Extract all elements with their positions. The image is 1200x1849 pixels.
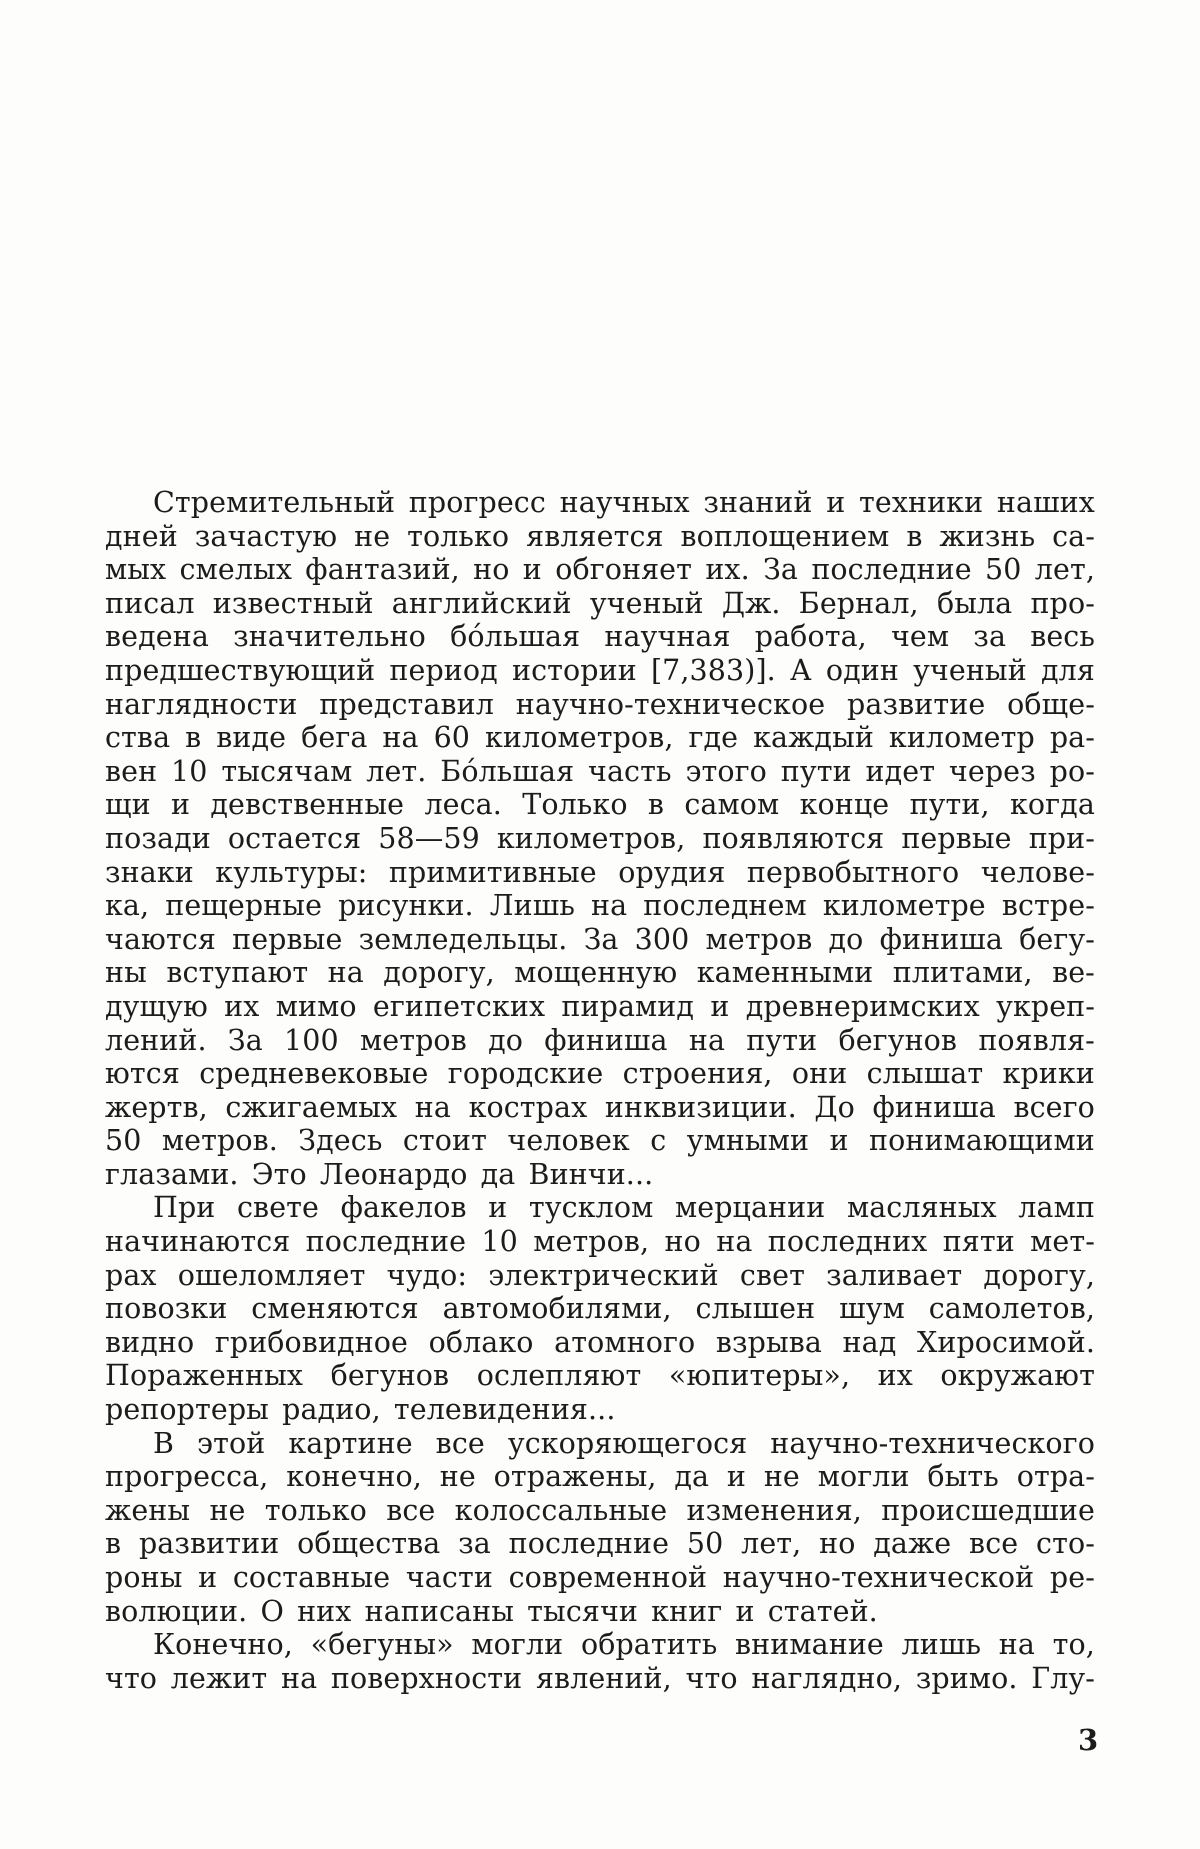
text-line: дущую их мимо египетских пирамид и древнеримских укреп-: [105, 989, 1095, 1023]
text-line: мых смелых фантазий, но и обгоняет их. За последние 50 лет,: [105, 553, 1095, 587]
paragraph: [105, 1427, 1095, 1629]
text-line: лений. За 100 метров до финиша на пути бегунов появля-: [105, 1023, 1095, 1057]
text-line: в развитии общества за последние 50 лет, но даже все сто-: [105, 1527, 1095, 1561]
paragraph: [105, 1628, 1095, 1695]
text-line: жены не только все колоссальные изменения, происшедшие: [105, 1493, 1095, 1527]
text-line: глазами. Это Леонардо да Винчи...: [105, 1157, 654, 1191]
text-line: В этой картине все ускоряющегося научно-технического: [153, 1426, 1095, 1460]
text-line: При свете факелов и тусклом мерцании масляных ламп: [153, 1191, 1095, 1225]
text-line: чаются первые земледельцы. За 300 метров до финиша бегу-: [105, 922, 1095, 956]
text-line: волюции. О них написаны тысячи книг и статей.: [105, 1594, 878, 1628]
body-text: [105, 486, 1095, 1695]
text-line: знаки культуры: примитивные орудия первобытного челове-: [105, 855, 1095, 889]
text-line: вен 10 тысячам лет. Бо́льшая часть этого пути идет через ро-: [105, 754, 1095, 788]
text-line: дней зачастую не только является воплощением в жизнь са-: [105, 519, 1095, 553]
text-line: репортеры радио, телевидения...: [105, 1393, 616, 1427]
text-line: ются средневековые городские строения, они слышат крики: [105, 1057, 1095, 1091]
text-line: ны вступают на дорогу, мощенную каменными плитами, ве-: [105, 956, 1095, 990]
text-line: видно грибовидное облако атомного взрыва над Хиросимой.: [105, 1325, 1095, 1359]
paragraph: [105, 1191, 1095, 1426]
paragraph: [105, 486, 1095, 1191]
text-line: начинаются последние 10 метров, но на последних пяти мет-: [105, 1225, 1095, 1259]
text-line: ства в виде бега на 60 километров, где каждый километр ра-: [105, 721, 1095, 755]
text-line: повозки сменяются автомобилями, слышен шум самолетов,: [105, 1292, 1095, 1326]
text-line: писал известный английский ученый Дж. Бернал, была про-: [105, 586, 1095, 620]
text-line: наглядности представил научно-техническое развитие обще-: [105, 687, 1095, 721]
text-line: ведена значительно бо́льшая научная работа, чем за весь: [105, 620, 1095, 654]
text-line: щи и девственные леса. Только в самом конце пути, когда: [105, 788, 1095, 822]
text-line: роны и составные части современной научно-технической ре-: [105, 1561, 1095, 1594]
text-line: жертв, сжигаемых на кострах инквизиции. До финиша всего: [105, 1090, 1095, 1124]
text-line: Стремительный прогресс научных знаний и техники наших: [153, 486, 1095, 519]
text-line: прогресса, конечно, не отражены, да и не могли быть отра-: [105, 1460, 1095, 1494]
text-line: Пораженных бегунов ослепляют «юпитеры», их окружают: [105, 1359, 1095, 1393]
text-line: ка, пещерные рисунки. Лишь на последнем километре встре-: [105, 889, 1095, 923]
text-line: позади остается 58—59 километров, появляются первые при-: [105, 821, 1095, 855]
text-line: предшествующий период истории [7,383)]. А один ученый для: [105, 653, 1095, 687]
text-line: рах ошеломляет чудо: электрический свет заливает дорогу,: [105, 1258, 1095, 1292]
text-line: что лежит на поверхности явлений, что наглядно, зримо. Глу-: [105, 1661, 1095, 1695]
page-number: 3: [1078, 1723, 1099, 1757]
text-line: 50 метров. Здесь стоит человек с умными и понимающими: [105, 1124, 1095, 1158]
text-line: Конечно, «бегуны» могли обратить внимание лишь на то,: [153, 1628, 1095, 1662]
